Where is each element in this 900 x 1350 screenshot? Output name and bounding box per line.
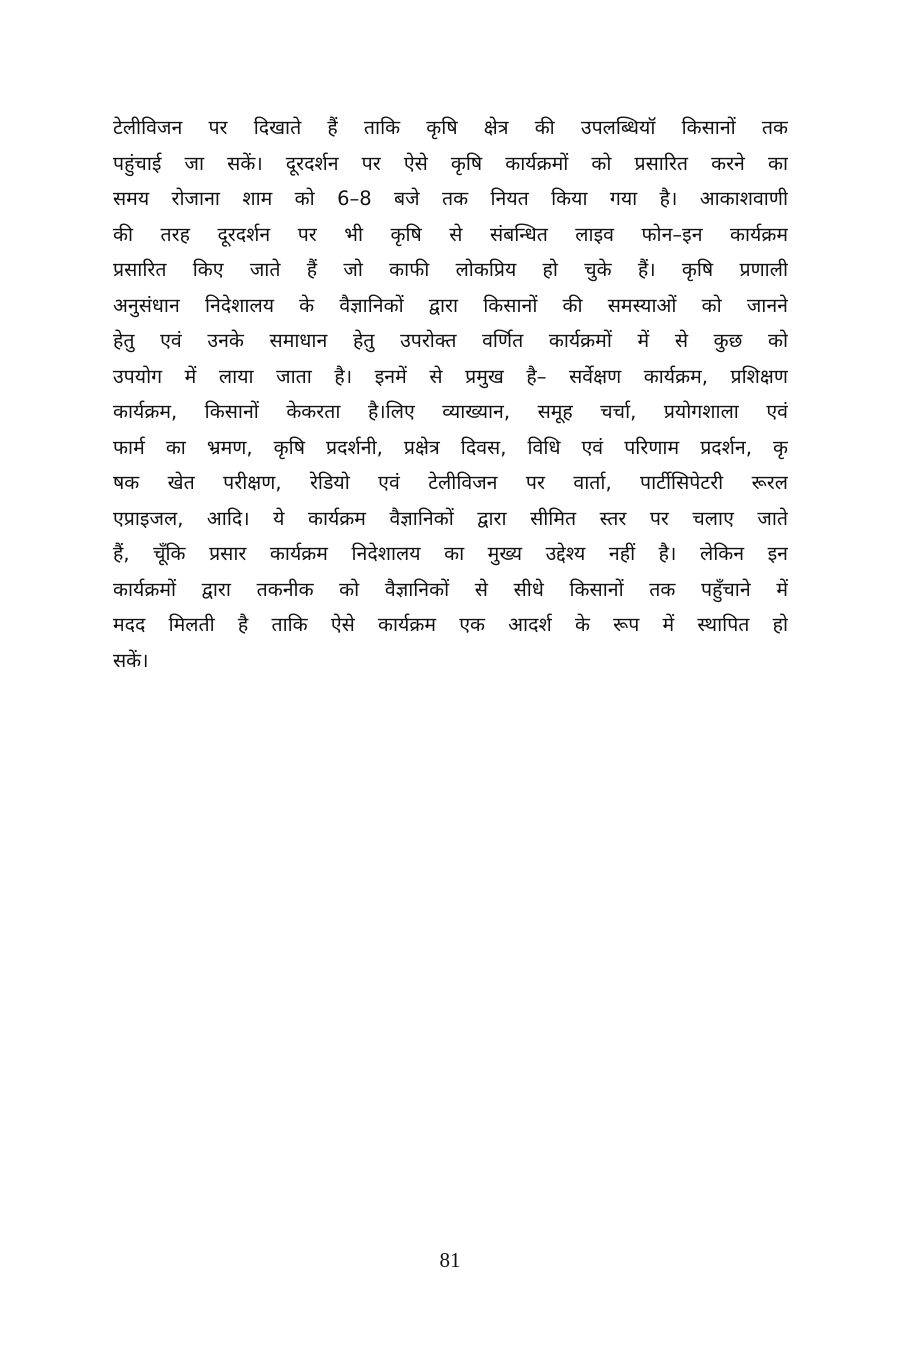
body-paragraph [113, 110, 788, 678]
paragraph-line: षक खेत परीक्षण, रेडियो एवं टेलीविजन पर वार्ता, पार्टीसिपेटरी रूरल [113, 471, 788, 494]
paragraph-line: प्रसारित किए जाते हैं जो काफी लोकप्रिय हो चुके हैं। कृषि प्रणाली [113, 258, 788, 281]
paragraph-line: मदद मिलती है ताकि ऐसे कार्यक्रम एक आदर्श के रूप में स्थापित हो [113, 613, 788, 636]
paragraph-line: पहुंचाई जा सकें। दूरदर्शन पर ऐसे कृषि कार्यक्रमों को प्रसारित करने का [113, 151, 788, 175]
paragraph-line: एप्राइजल, आदि। ये कार्यक्रम वैज्ञानिकों द्वारा सीमित स्तर पर चलाए जाते [113, 506, 788, 530]
paragraph-line: की तरह दूरदर्शन पर भी कृषि से संबन्धित लाइव फोन–इन कार्यक्रम [113, 222, 788, 246]
paragraph-line: फार्म का भ्रमण, कृषि प्रदर्शनी, प्रक्षेत्र दिवस, विधि एवं परिणाम प्रदर्शन, कृ [113, 435, 788, 459]
paragraph-line: कार्यक्रम, किसानों केकरता है।लिए व्याख्यान, समूह चर्चा, प्रयोगशाला एवं [113, 400, 788, 423]
paragraph-line: समय रोजाना शाम को 6–8 बजे तक नियत किया गया है। आकाशवाणी [113, 187, 788, 210]
page-number: 81 [439, 1248, 461, 1272]
paragraph-line: हेतु एवं उनके समाधान हेतु उपरोक्त वर्णित कार्यक्रमों में से कुछ को [113, 329, 788, 352]
paragraph-line: उपयोग में लाया जाता है। इनमें से प्रमुख है– सर्वेक्षण कार्यक्रम, प्रशिक्षण [113, 364, 788, 388]
paragraph-line: अनुसंधान निदेशालय के वैज्ञानिकों द्वारा किसानों की समस्याओं को जानने [113, 293, 788, 317]
paragraph-line: कार्यक्रमों द्वारा तकनीक को वैज्ञानिकों से सीधे किसानों तक पहुँचाने में [113, 577, 788, 601]
paragraph-line: हैं, चूँकि प्रसार कार्यक्रम निदेशालय का मुख्य उद्देश्य नहीं है। लेकिन इन [113, 542, 788, 565]
paragraph-line: सकें। [113, 648, 149, 672]
paragraph-line: टेलीविजन पर दिखाते हैं ताकि कृषि क्षेत्र की उपलब्धियॉ किसानों तक [113, 116, 788, 139]
